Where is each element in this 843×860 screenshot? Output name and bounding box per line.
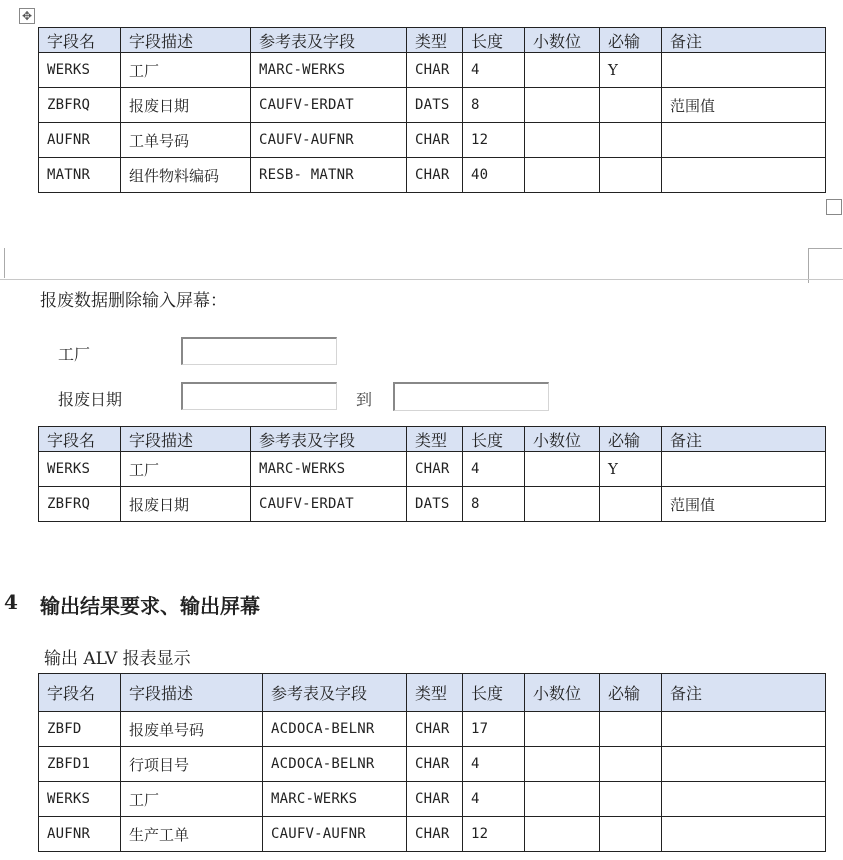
cell-decimals bbox=[525, 88, 600, 123]
cell-decimals bbox=[525, 487, 600, 522]
cell-decimals bbox=[525, 123, 600, 158]
column-header-required: 必输 bbox=[600, 674, 662, 712]
cell-field-name: ZBFD bbox=[39, 712, 121, 747]
column-header-field-name: 字段名 bbox=[39, 427, 121, 452]
cell-decimals bbox=[525, 817, 600, 852]
cell-ref-field: ACDOCA-BELNR bbox=[263, 712, 407, 747]
cell-ref-field: CAUFV-ERDAT bbox=[251, 88, 407, 123]
cell-required bbox=[600, 158, 662, 193]
column-header-field-name: 字段名 bbox=[39, 28, 121, 53]
cell-remark: 范围值 bbox=[662, 487, 826, 522]
table-row bbox=[39, 53, 826, 88]
cell-length: 4 bbox=[463, 452, 525, 487]
cell-decimals bbox=[525, 747, 600, 782]
cell-field-name: WERKS bbox=[39, 782, 121, 817]
column-header-type: 类型 bbox=[407, 674, 463, 712]
cell-decimals bbox=[525, 158, 600, 193]
scrap-date-label: 报废日期 bbox=[58, 390, 123, 409]
cell-remark bbox=[662, 747, 826, 782]
cell-required: Y bbox=[600, 53, 662, 88]
cell-field-desc: 报废日期 bbox=[121, 88, 251, 123]
column-header-remark: 备注 bbox=[662, 427, 826, 452]
table-row bbox=[39, 782, 826, 817]
column-header-field-desc: 字段描述 bbox=[121, 674, 263, 712]
page-corner-mark bbox=[0, 248, 5, 278]
table-resize-handle-icon[interactable] bbox=[826, 199, 842, 215]
cell-length: 8 bbox=[463, 487, 525, 522]
cell-required bbox=[600, 487, 662, 522]
cell-decimals bbox=[525, 452, 600, 487]
cell-remark bbox=[662, 158, 826, 193]
cell-field-name: ZBFRQ bbox=[39, 88, 121, 123]
cell-field-desc: 组件物料编码 bbox=[121, 158, 251, 193]
table-row bbox=[39, 712, 826, 747]
plant-label: 工厂 bbox=[58, 345, 91, 364]
cell-type: DATS bbox=[407, 88, 463, 123]
page-corner-mark bbox=[808, 248, 842, 283]
cell-ref-field: MARC-WERKS bbox=[251, 53, 407, 88]
cell-length: 12 bbox=[463, 123, 525, 158]
cell-decimals bbox=[525, 53, 600, 88]
table-row bbox=[39, 123, 826, 158]
cell-required bbox=[600, 88, 662, 123]
table-row bbox=[39, 88, 826, 123]
column-header-ref-field: 参考表及字段 bbox=[251, 427, 407, 452]
screen-title: 报废数据删除输入屏幕： bbox=[40, 291, 227, 311]
column-header-decimals: 小数位 bbox=[525, 427, 600, 452]
column-header-type: 类型 bbox=[407, 28, 463, 53]
cell-field-name: AUFNR bbox=[39, 817, 121, 852]
cell-length: 4 bbox=[463, 53, 525, 88]
table-row bbox=[39, 747, 826, 782]
cell-decimals bbox=[525, 712, 600, 747]
cell-ref-field: RESB- MATNR bbox=[251, 158, 407, 193]
cell-field-desc: 工单号码 bbox=[121, 123, 251, 158]
cell-required bbox=[600, 782, 662, 817]
cell-field-desc: 工厂 bbox=[121, 782, 263, 817]
cell-type: CHAR bbox=[407, 123, 463, 158]
cell-decimals bbox=[525, 782, 600, 817]
cell-required bbox=[600, 747, 662, 782]
cell-field-desc: 报废日期 bbox=[121, 487, 251, 522]
column-header-remark: 备注 bbox=[662, 28, 826, 53]
cell-field-name: ZBFRQ bbox=[39, 487, 121, 522]
cell-length: 4 bbox=[463, 782, 525, 817]
column-header-length: 长度 bbox=[463, 427, 525, 452]
table-header-row bbox=[39, 674, 826, 712]
column-header-remark: 备注 bbox=[662, 674, 826, 712]
cell-ref-field: ACDOCA-BELNR bbox=[263, 747, 407, 782]
cell-required bbox=[600, 712, 662, 747]
cell-type: CHAR bbox=[407, 782, 463, 817]
cell-length: 17 bbox=[463, 712, 525, 747]
plant-input[interactable] bbox=[181, 337, 337, 365]
cell-ref-field: CAUFV-AUFNR bbox=[251, 123, 407, 158]
column-header-required: 必输 bbox=[600, 427, 662, 452]
cell-ref-field: MARC-WERKS bbox=[251, 452, 407, 487]
cell-remark bbox=[662, 53, 826, 88]
table-row bbox=[39, 487, 826, 522]
to-label: 到 bbox=[356, 390, 373, 409]
table-header-row bbox=[39, 28, 826, 53]
scrap-date-from-input[interactable] bbox=[181, 382, 337, 410]
field-table-screen bbox=[38, 426, 826, 522]
cell-field-desc: 报废单号码 bbox=[121, 712, 263, 747]
cell-remark: 范围值 bbox=[662, 88, 826, 123]
cell-required: Y bbox=[600, 452, 662, 487]
cell-ref-field: MARC-WERKS bbox=[263, 782, 407, 817]
cell-field-desc: 生产工单 bbox=[121, 817, 263, 852]
cell-type: DATS bbox=[407, 487, 463, 522]
cell-type: CHAR bbox=[407, 158, 463, 193]
cell-type: CHAR bbox=[407, 712, 463, 747]
cell-required bbox=[600, 123, 662, 158]
section-title: 输出结果要求、输出屏幕 bbox=[40, 594, 260, 618]
cell-field-name: ZBFD1 bbox=[39, 747, 121, 782]
column-header-ref-field: 参考表及字段 bbox=[251, 28, 407, 53]
cell-field-desc: 工厂 bbox=[121, 452, 251, 487]
field-table-output bbox=[38, 673, 826, 852]
cell-type: CHAR bbox=[407, 817, 463, 852]
cell-length: 4 bbox=[463, 747, 525, 782]
cell-length: 8 bbox=[463, 88, 525, 123]
table-row bbox=[39, 158, 826, 193]
column-header-ref-field: 参考表及字段 bbox=[263, 674, 407, 712]
cell-field-name: MATNR bbox=[39, 158, 121, 193]
cell-type: CHAR bbox=[407, 452, 463, 487]
cell-remark bbox=[662, 452, 826, 487]
column-header-field-name: 字段名 bbox=[39, 674, 121, 712]
cell-remark bbox=[662, 817, 826, 852]
column-header-type: 类型 bbox=[407, 427, 463, 452]
output-note: 输出 ALV 报表显示 bbox=[44, 649, 191, 669]
cell-field-name: WERKS bbox=[39, 452, 121, 487]
scrap-date-to-input[interactable] bbox=[393, 382, 549, 411]
column-header-decimals: 小数位 bbox=[525, 28, 600, 53]
cell-ref-field: CAUFV-AUFNR bbox=[263, 817, 407, 852]
table-row bbox=[39, 452, 826, 487]
cell-remark bbox=[662, 712, 826, 747]
cell-length: 12 bbox=[463, 817, 525, 852]
cell-field-name: AUFNR bbox=[39, 123, 121, 158]
column-header-length: 长度 bbox=[463, 28, 525, 53]
column-header-decimals: 小数位 bbox=[525, 674, 600, 712]
cell-length: 40 bbox=[463, 158, 525, 193]
page-break-line bbox=[0, 279, 843, 280]
table-move-handle-icon[interactable]: ✥ bbox=[19, 8, 35, 24]
cell-field-desc: 工厂 bbox=[121, 53, 251, 88]
cell-required bbox=[600, 817, 662, 852]
cell-field-desc: 行项目号 bbox=[121, 747, 263, 782]
cell-ref-field: CAUFV-ERDAT bbox=[251, 487, 407, 522]
column-header-length: 长度 bbox=[463, 674, 525, 712]
cell-remark bbox=[662, 782, 826, 817]
cell-type: CHAR bbox=[407, 53, 463, 88]
cell-type: CHAR bbox=[407, 747, 463, 782]
column-header-field-desc: 字段描述 bbox=[121, 427, 251, 452]
column-header-field-desc: 字段描述 bbox=[121, 28, 251, 53]
column-header-required: 必输 bbox=[600, 28, 662, 53]
cell-field-name: WERKS bbox=[39, 53, 121, 88]
table-header-row bbox=[39, 427, 826, 452]
section-number: 4 bbox=[4, 590, 18, 614]
table-row bbox=[39, 817, 826, 852]
cell-remark bbox=[662, 123, 826, 158]
field-table-selection bbox=[38, 27, 826, 193]
